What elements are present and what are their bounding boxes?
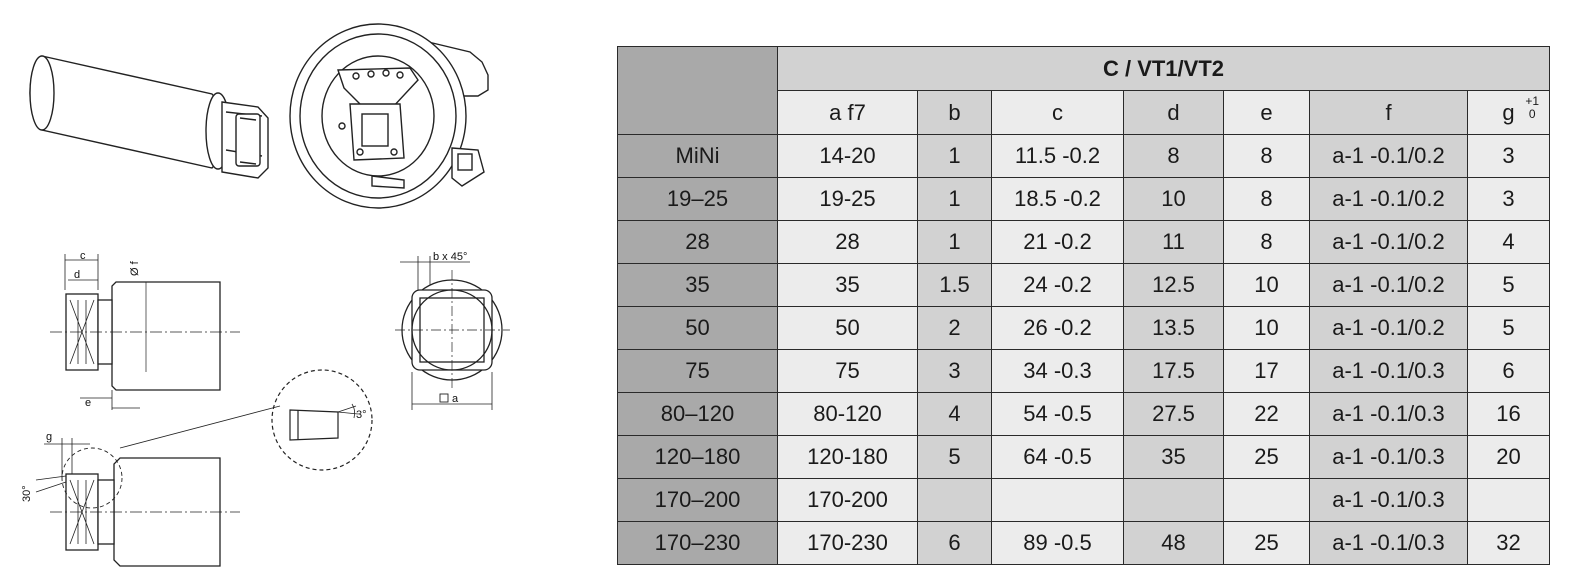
cell-e: 8 (1224, 135, 1310, 178)
cell-g (1468, 479, 1550, 522)
cell-c: 24 -0.2 (992, 264, 1124, 307)
row-header-size: 170–200 (618, 479, 778, 522)
cell-c: 89 -0.5 (992, 522, 1124, 565)
cell-c: 11.5 -0.2 (992, 135, 1124, 178)
chuck-isometric-drawing (290, 24, 488, 208)
cell-c: 26 -0.2 (992, 307, 1124, 350)
cell-g: 5 (1468, 264, 1550, 307)
cell-e: 17 (1224, 350, 1310, 393)
cell-f: a-1 -0.1/0.3 (1310, 436, 1468, 479)
cell-b: 4 (918, 393, 992, 436)
cell-d: 48 (1124, 522, 1224, 565)
cell-g: 6 (1468, 350, 1550, 393)
dim-label-g: g (46, 431, 53, 443)
col-header-g-label: g (1502, 99, 1515, 125)
cell-b: 1 (918, 135, 992, 178)
cell-c: 54 -0.5 (992, 393, 1124, 436)
cell-b: 6 (918, 522, 992, 565)
cell-d: 35 (1124, 436, 1224, 479)
table-row (618, 307, 1550, 350)
cell-g: 5 (1468, 307, 1550, 350)
cell-a: 35 (778, 264, 918, 307)
cell-f: a-1 -0.1/0.3 (1310, 479, 1468, 522)
cell-d: 11 (1124, 221, 1224, 264)
row-header-size: 120–180 (618, 436, 778, 479)
cell-d: 13.5 (1124, 307, 1224, 350)
row-header-size: 28 (618, 221, 778, 264)
cell-g: 20 (1468, 436, 1550, 479)
series-header: C / VT1/VT2 (778, 47, 1550, 91)
cell-d: 27.5 (1124, 393, 1224, 436)
table-row (618, 436, 1550, 479)
cell-f: a-1 -0.1/0.2 (1310, 221, 1468, 264)
cell-e: 25 (1224, 522, 1310, 565)
cell-f: a-1 -0.1/0.3 (1310, 350, 1468, 393)
cell-c: 34 -0.3 (992, 350, 1124, 393)
row-header-size: MiNi (618, 135, 778, 178)
cell-f: a-1 -0.1/0.2 (1310, 135, 1468, 178)
cell-a: 14-20 (778, 135, 918, 178)
cell-e: 22 (1224, 393, 1310, 436)
cell-d: 8 (1124, 135, 1224, 178)
cell-a: 170-230 (778, 522, 918, 565)
end-view-drawing (395, 256, 510, 410)
cell-g: 16 (1468, 393, 1550, 436)
cell-a: 170-200 (778, 479, 918, 522)
cell-a: 80-120 (778, 393, 918, 436)
row-header-size: 170–230 (618, 522, 778, 565)
bottom-side-view-drawing (36, 438, 240, 566)
col-header-c: c (992, 91, 1124, 135)
table-row (618, 522, 1550, 565)
cell-f: a-1 -0.1/0.2 (1310, 178, 1468, 221)
row-header-size: 35 (618, 264, 778, 307)
cell-d: 17.5 (1124, 350, 1224, 393)
cell-g: 32 (1468, 522, 1550, 565)
cell-c (992, 479, 1124, 522)
table-body (618, 135, 1550, 565)
dim-label-b-chamfer: b x 45° (433, 251, 468, 263)
cylinder-isometric-drawing (30, 56, 268, 178)
cell-e: 25 (1224, 436, 1310, 479)
cell-c: 64 -0.5 (992, 436, 1124, 479)
cell-c: 21 -0.2 (992, 221, 1124, 264)
cell-d: 12.5 (1124, 264, 1224, 307)
series-header-row (618, 47, 1550, 91)
dim-label-angle-3: 3° (356, 409, 367, 421)
cell-e: 10 (1224, 264, 1310, 307)
row-header-size: 50 (618, 307, 778, 350)
col-header-e: e (1224, 91, 1310, 135)
row-header-size: 19–25 (618, 178, 778, 221)
cell-b: 3 (918, 350, 992, 393)
table-corner-cell (618, 47, 778, 135)
cell-d (1124, 479, 1224, 522)
row-header-size: 75 (618, 350, 778, 393)
cell-g: 3 (1468, 178, 1550, 221)
cell-b: 1.5 (918, 264, 992, 307)
table-row (618, 135, 1550, 178)
col-header-a: a f7 (778, 91, 918, 135)
table-row (618, 264, 1550, 307)
cell-a: 50 (778, 307, 918, 350)
col-header-d: d (1124, 91, 1224, 135)
cell-g: 4 (1468, 221, 1550, 264)
cell-b: 1 (918, 221, 992, 264)
cell-b: 2 (918, 307, 992, 350)
cell-b (918, 479, 992, 522)
cell-a: 28 (778, 221, 918, 264)
dim-label-d: d (74, 269, 81, 281)
table-row (618, 178, 1550, 221)
cell-d: 10 (1124, 178, 1224, 221)
cell-c: 18.5 -0.2 (992, 178, 1124, 221)
row-header-size: 80–120 (618, 393, 778, 436)
cell-f: a-1 -0.1/0.2 (1310, 307, 1468, 350)
col-header-f: f (1310, 91, 1468, 135)
cell-a: 75 (778, 350, 918, 393)
table-row (618, 393, 1550, 436)
col-header-g-tolerance (1525, 95, 1539, 121)
cell-f: a-1 -0.1/0.3 (1310, 393, 1468, 436)
cell-b: 5 (918, 436, 992, 479)
cell-a: 19-25 (778, 178, 918, 221)
cell-e: 8 (1224, 178, 1310, 221)
dim-label-c: c (80, 250, 86, 262)
dim-label-phi-f: Ø f (129, 261, 141, 276)
dim-label-a-square: a (452, 393, 459, 405)
cell-e (1224, 479, 1310, 522)
col-header-g (1468, 91, 1550, 135)
cell-a: 120-180 (778, 436, 918, 479)
technical-drawings (0, 0, 610, 582)
g-tolerance-lower: 0 (1528, 107, 1536, 121)
cell-b: 1 (918, 178, 992, 221)
dim-label-e: e (85, 397, 92, 409)
table-row (618, 479, 1550, 522)
dimension-table (617, 46, 1550, 565)
cell-g: 3 (1468, 135, 1550, 178)
g-tolerance-upper: +1 (1525, 94, 1539, 108)
dim-label-angle-30: 30° (21, 485, 33, 502)
cell-f: a-1 -0.1/0.3 (1310, 522, 1468, 565)
col-header-b: b (918, 91, 992, 135)
cell-e: 10 (1224, 307, 1310, 350)
table-row (618, 221, 1550, 264)
cell-e: 8 (1224, 221, 1310, 264)
table-row (618, 350, 1550, 393)
cell-f: a-1 -0.1/0.2 (1310, 264, 1468, 307)
